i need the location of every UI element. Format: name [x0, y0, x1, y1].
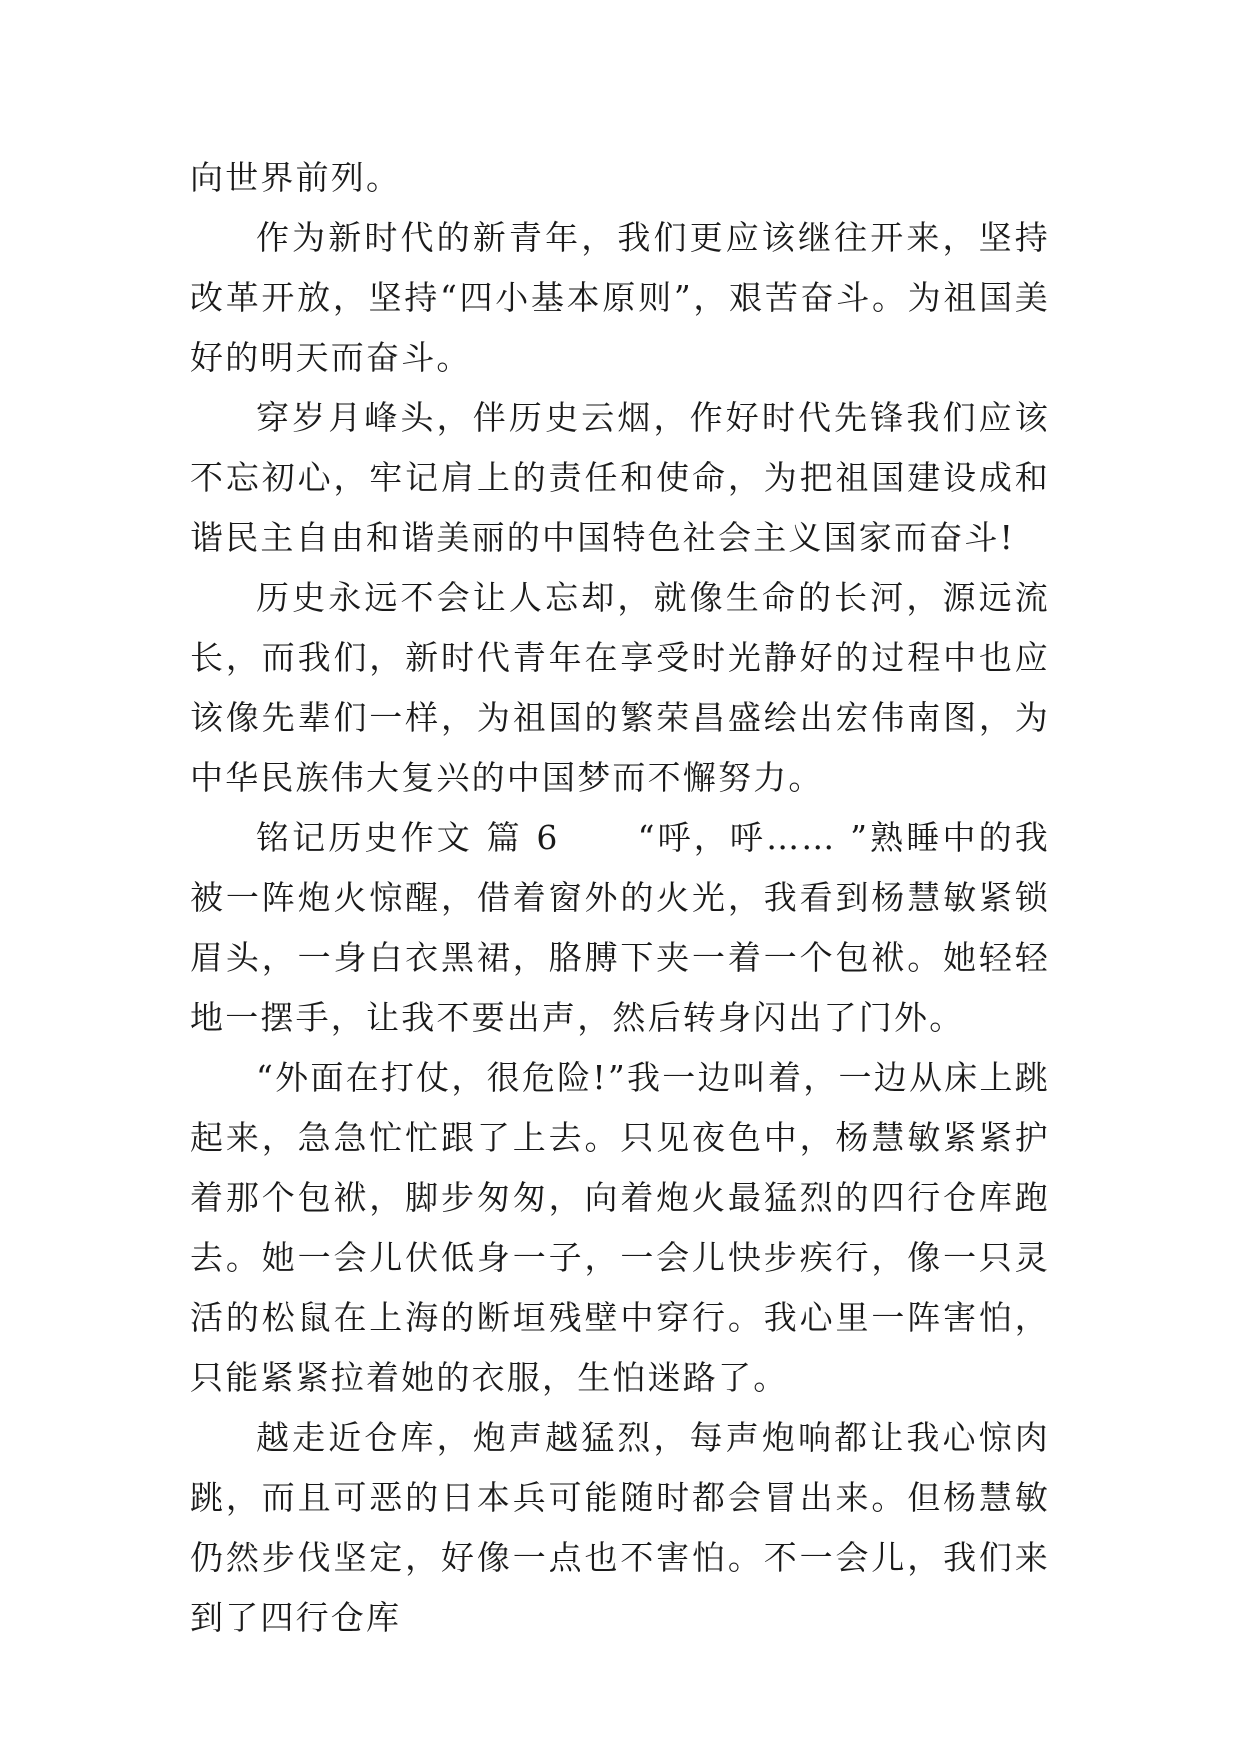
paragraph-vanguard: 穿岁月峰头，伴历史云烟，作好时代先锋我们应该不忘初心，牢记肩上的责任和使命，为把祖国建设成和谐民主自由和谐美丽的中国特色社会主义国家而奋斗! — [190, 398, 1050, 557]
section-heading: 铭记历史作文 篇 6 — [256, 818, 560, 857]
document-page — [190, 148, 1050, 1648]
paragraph-history-river: 历史永远不会让人忘却，就像生命的长河，源远流长，而我们，新时代青年在享受时光静好的过程中也应该像先辈们一样，为祖国的繁荣昌盛绘出宏伟南图，为中华民族伟大复兴的中国梦而不懈努力。 — [190, 578, 1050, 797]
section-opening-text: “呼，呼…… ”熟睡中的我被一阵炮火惊醒，借着窗外的火光，我看到杨慧敏紧锁眉头，一身白衣黑裙，胳膊下夹一着一个包袱。她轻轻地一摆手，让我不要出声，然后转身闪出了门外。 — [190, 818, 1050, 1037]
paragraph-warehouse: 越走近仓库，炮声越猛烈，每声炮响都让我心惊肉跳，而且可恶的日本兵可能随时都会冒出来。但杨慧敏仍然步伐坚定，好像一点也不害怕。不一会儿，我们来到了四行仓库 — [190, 1418, 1050, 1637]
paragraph-continuation: 向世界前列。 — [190, 158, 402, 197]
paragraph-new-youth: 作为新时代的新青年，我们更应该继往开来，坚持改革开放，坚持“四小基本原则”，艰苦奋斗。为祖国美好的明天而奋斗。 — [190, 218, 1050, 377]
section-paragraph — [190, 808, 1050, 1048]
paragraph-outside-fighting: “外面在打仗，很危险!”我一边叫着，一边从床上跳起来，急急忙忙跟了上去。只见夜色中，杨慧敏紧紧护着那个包袱，脚步匆匆，向着炮火最猛烈的四行仓库跑去。她一会儿伏低身一子，一会儿快步疾行，像一只灵活的松鼠在上海的断垣残壁中穿行。我心里一阵害怕，只能紧紧拉着她的衣服，生怕迷路了。 — [190, 1058, 1050, 1397]
